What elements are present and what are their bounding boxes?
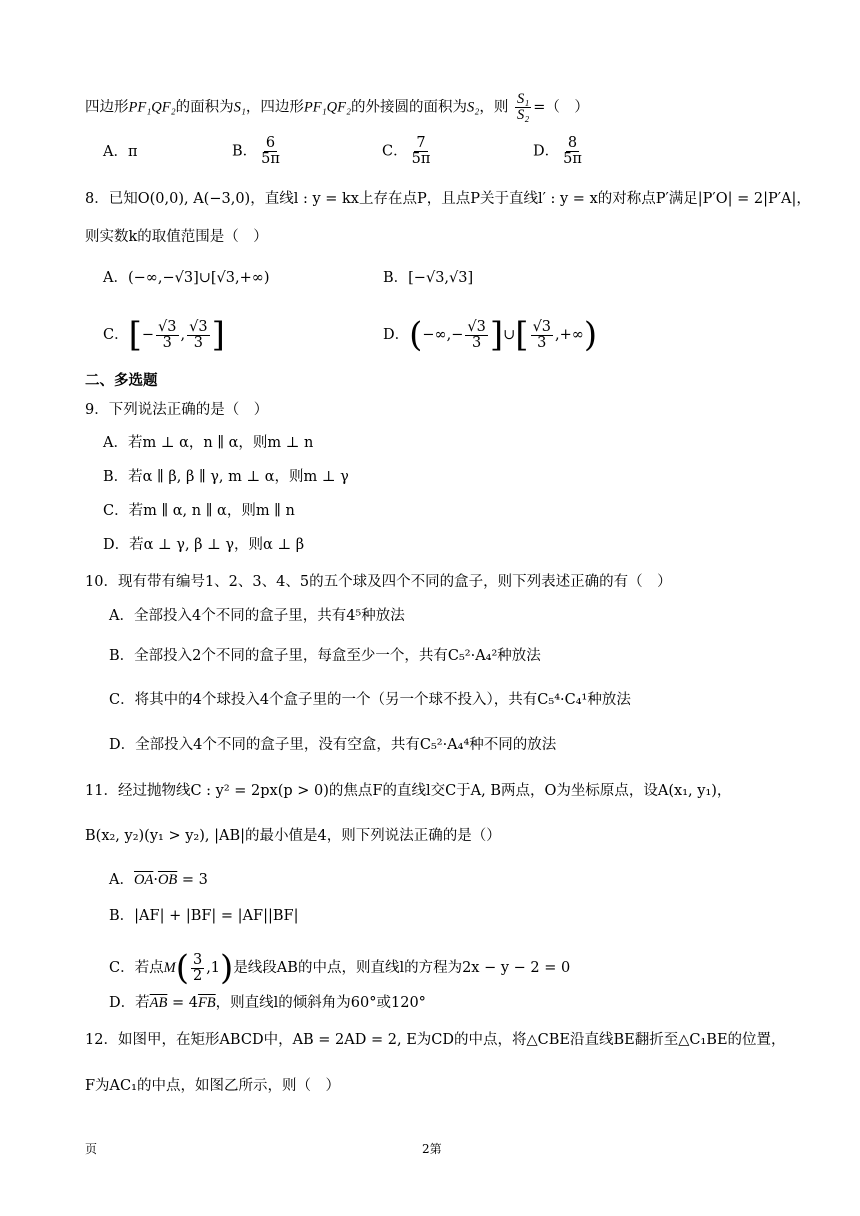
q12-stem-line2: F为AC₁的中点，如图乙所示，则（ ）	[85, 1078, 340, 1094]
q10-option-c: C．将其中的4个球投入4个盒子里的一个（另一个球不投入），共有C₅⁴·C₄¹种放法	[109, 692, 631, 708]
q7-option-a: A．π	[103, 144, 138, 160]
q7-option-c: C． $\frac{7}{5\pi}$	[382, 135, 431, 167]
q9-option-d: D．若α ⊥ γ, β ⊥ γ，则α ⊥ β	[103, 537, 305, 553]
q9-stem: 9．下列说法正确的是（ ）	[85, 402, 269, 418]
footer-page-number: 2第	[422, 1142, 442, 1156]
q10-option-b: B．全部投入2个不同的盒子里，每盒至少一个，共有C₅²·A₄²种放法	[109, 648, 541, 664]
q8-option-a: A．(−∞,−√3]∪[√3,+∞)	[103, 270, 270, 286]
q10-option-a: A．全部投入4个不同的盒子里，共有4⁵种放法	[109, 608, 405, 624]
q10-option-d: D．全部投入4个不同的盒子里，没有空盒，共有C₅²·A₄⁴种不同的放法	[109, 737, 557, 753]
section-heading-multiple-choice: 二、多选题	[85, 372, 158, 389]
q8-option-d: D．(−∞,− $\frac{√3}{3}$ ]∪[ $\frac{√3}{3}$ ,+∞)	[383, 315, 598, 355]
q8-stem-line1: 8．已知O(0,0), A(−3,0)，直线l : y = kx上存在点P，且点P关于直线l′ : y = x的对称点P′满足|P′O| = 2|P′A|，	[85, 191, 811, 207]
q8-stem-line2: 则实数k的取值范围是（ ）	[85, 229, 268, 245]
q10-stem: 10．现有带有编号1、2、3、4、5的五个球及四个不同的盒子，则下列表述正确的有（ ）	[85, 574, 672, 590]
q8-option-c: C．[− $\frac{√3}{3}$ , $\frac{√3}{3}$ ]	[103, 315, 225, 355]
q11-option-b: B．|AF| + |BF| = |AF||BF|	[109, 908, 299, 924]
q11-option-a: A．$\overline{OA}\cdot\overline{OB} = 3$	[109, 872, 208, 888]
footer-left: 页	[85, 1142, 98, 1156]
q7-option-b: B． $\frac{6}{5\pi}$	[232, 135, 280, 167]
q7-stem-tail: 四边形PF₁QF₂的面积为S₁，四边形PF₁QF₂的外接圆的面积为S₂，则 $\frac{\text{S₁}}{\text{S₂}}$ =（ ）	[85, 91, 589, 123]
q11-option-c: C．若点M( $\frac{3}{2}$ ,1)是线段AB的中点，则直线l的方程为2x − y − 2 = 0	[109, 948, 571, 988]
q8-option-b: B．[−√3,√3]	[383, 270, 474, 286]
q9-option-a: A．若m ⊥ α，n ∥ α，则m ⊥ n	[103, 435, 314, 451]
q12-stem-line1: 12．如图甲，在矩形ABCD中，AB = 2AD = 2, E为CD的中点，将△CBE沿直线BE翻折至△C₁BE的位置，	[85, 1032, 786, 1048]
q11-stem-line1: 11．经过抛物线C : y² = 2px(p > 0)的焦点F的直线l交C于A, B两点，O为坐标原点，设A(x₁, y₁)，	[85, 783, 732, 799]
q11-option-d: D．若$\overline{AB} = 4\overline{FB}$，则直线l的倾斜角为60°或120°	[109, 995, 426, 1011]
q9-option-b: B．若α ∥ β, β ∥ γ, m ⊥ α，则m ⊥ γ	[103, 469, 349, 485]
q7-option-d: D． $\frac{8}{5\pi}$	[533, 135, 582, 167]
q9-option-c: C．若m ∥ α, n ∥ α，则m ∥ n	[103, 503, 295, 519]
q11-stem-line2: B(x₂, y₂)(y₁ > y₂), |AB|的最小值是4，则下列说法正确的是（）	[85, 828, 501, 844]
ratio-fraction: $\frac{\text{S₁}}{\text{S₂}}$	[516, 91, 530, 123]
